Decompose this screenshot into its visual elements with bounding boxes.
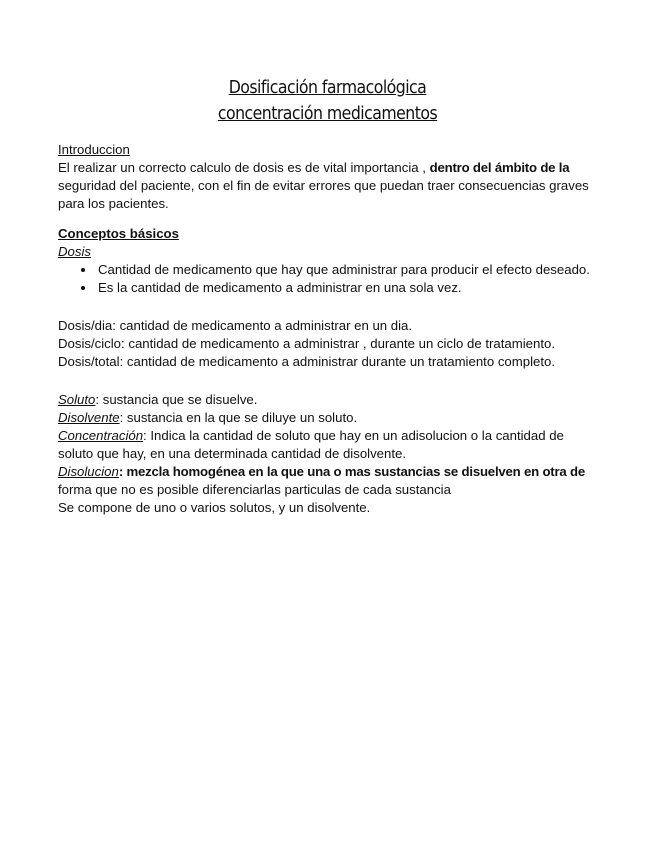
dosis-label: Dosis xyxy=(58,244,91,259)
disolucion-text: forma que no es posible diferenciarlas particulas de cada sustancia xyxy=(58,482,451,497)
title-line-1: Dosificación farmacológica xyxy=(228,78,427,98)
concentracion-text: : Indica la cantidad de soluto que hay en un adisolucion o la cantidad de soluto que hay, en una determinada cantidad de disolvente. xyxy=(58,428,564,461)
disolucion-definition xyxy=(58,463,597,499)
dose-per-day: Dosis/dia: cantidad de medicamento a administrar en un dia. xyxy=(58,318,413,333)
concentracion-term: Concentración xyxy=(58,428,144,443)
disolucion-term: Disolucion xyxy=(58,464,119,479)
dose-per-cycle: Dosis/ciclo: cantidad de medicamento a administrar , durante un ciclo de tratamiento. xyxy=(58,336,555,351)
document-title xyxy=(58,75,597,127)
list-item: • Cantidad de medicamento que hay que administrar para producir el efecto deseado. xyxy=(96,261,597,279)
disolucion-bold: : mezcla homogénea en la que una o mas sustancias se disuelven en otra de xyxy=(118,464,586,479)
dosis-bullet-list xyxy=(58,261,597,297)
title-line-2: concentración medicamentos xyxy=(217,104,438,124)
intro-text-b: seguridad del paciente, con el fin de evitar errores que puedan traer consecuencias graves para los pacientes. xyxy=(58,178,589,211)
list-item: • Es la cantidad de medicamento a administrar en una sola vez. xyxy=(96,279,597,297)
concentracion-definition xyxy=(58,427,597,463)
intro-text-bold: dentro del ámbito de la xyxy=(429,160,570,175)
intro-paragraph xyxy=(58,159,593,213)
soluto-definition xyxy=(58,391,597,409)
soluto-text: : sustancia que se disuelve. xyxy=(95,392,258,407)
intro-heading: Introduccion xyxy=(58,142,130,157)
soluto-term: Soluto xyxy=(58,392,96,407)
intro-text-a: El realizar un correcto calculo de dosis es de vital importancia , xyxy=(58,160,430,175)
disolvente-term: Disolvente xyxy=(58,410,120,425)
dose-total: Dosis/total: cantidad de medicamento a administrar durante un tratamiento completo. xyxy=(58,354,555,369)
concepts-heading: Conceptos básicos xyxy=(58,226,179,241)
disolvente-text: : sustancia en la que se diluye un soluto. xyxy=(119,410,358,425)
composition-line: Se compone de uno o varios solutos, y un disolvente. xyxy=(58,500,371,515)
disolvente-definition xyxy=(58,409,597,427)
